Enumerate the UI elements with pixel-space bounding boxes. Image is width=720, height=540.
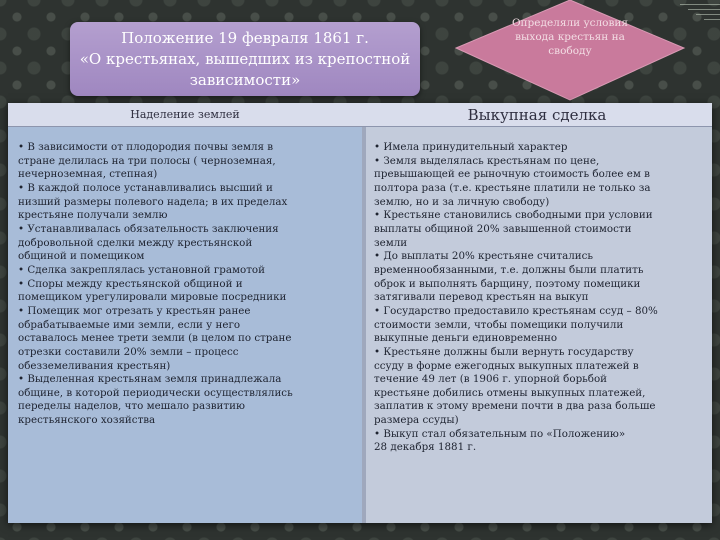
text-line: помещиком урегулировали мировые посредники [18, 291, 287, 304]
title-line-1: Положение 19 февраля 1861 г. [121, 29, 369, 47]
title-line-2: «О крестьянах, вышедших из крепостной [79, 50, 411, 68]
text-line: оброк и выполнять барщину, поэтому помещики [374, 277, 641, 290]
text-line: выплаты общиной 20% завышенной стоимости [374, 222, 632, 235]
text-line: • Государство предоставило крестьянам ссуд – 80% [374, 304, 658, 317]
text-line: выкупные деньги единовременно [374, 332, 558, 345]
text-line: • Устанавливалась обязательность заключения [18, 222, 279, 235]
text-line: течение 49 лет (в 1906 г. упорной борьбой [374, 373, 608, 386]
text-line: низший размеры полевого надела; в их пределах [18, 195, 288, 208]
text-line: • Сделка закреплялась установной грамотой [18, 263, 265, 276]
slide-title-box [70, 22, 420, 96]
text-line: отрезки составили 20% земли – процесс [18, 345, 239, 358]
text-line: стране делилась на три полосы ( черноземная, [18, 154, 276, 167]
column-divider [362, 127, 366, 523]
text-line: превышающей ее рыночную стоимость более ем в [374, 168, 650, 181]
text-line: земли [374, 236, 408, 249]
text-line: полтора раза (т.е. крестьяне платили не только за [374, 181, 651, 194]
land-allotment-header: Наделение землей [8, 103, 362, 127]
comparison-table [8, 103, 712, 523]
text-line: землю, но и за личную свободу) [374, 195, 550, 208]
callout-diamond [452, 0, 688, 102]
text-line: общине, в которой периодически осуществлялись [18, 386, 293, 399]
land-allotment-text [8, 127, 362, 428]
text-line: временнообязанными, т.е. должны были платить [374, 263, 644, 276]
text-line: нечерноземная, степная) [18, 168, 158, 181]
text-line: • Земля выделялась крестьянам по цене, [374, 154, 600, 167]
title-line-3: зависимости» [189, 71, 301, 89]
text-line: добровольной сделки между крестьянской [18, 236, 253, 249]
text-line: • Крестьяне должны были вернуть государству [374, 345, 634, 358]
text-line: крестьяне добились отмены выкупных платежей, [374, 386, 646, 399]
text-line: • Выделенная крестьянам земля принадлежала [18, 373, 282, 386]
text-line: размера ссуды) [374, 414, 459, 427]
text-line: • В каждой полосе устанавливались высший и [18, 181, 273, 194]
text-line: обезземеливания крестьян) [18, 359, 171, 372]
text-line: 28 декабря 1881 г. [374, 441, 477, 454]
text-line: стоимости земли, чтобы помещики получили [374, 318, 624, 331]
text-line: оставалось менее трети земли (в целом по стране [18, 332, 292, 345]
redemption-deal-column [362, 103, 712, 523]
text-line: • В зависимости от плодородия почвы земля в [18, 141, 274, 153]
text-line: • Споры между крестьянской общиной и [18, 277, 243, 290]
text-line: крестьяне получали землю [18, 209, 168, 222]
text-line: обрабатываемые ими земли, если у него [18, 318, 241, 331]
text-line: ссуду в форме ежегодных выкупных платежей в [374, 359, 639, 372]
text-line: переделы наделов, что мешало развитию [18, 400, 245, 413]
text-line: • Выкуп стал обязательным по «Положению» [374, 427, 626, 440]
redemption-deal-text [362, 127, 712, 455]
redemption-deal-header: Выкупная сделка [362, 103, 712, 127]
text-line: заплатив к этому времени почти в два раза больше [374, 400, 656, 413]
callout-text: Определяли условия выхода крестьян на свободу [511, 17, 629, 57]
text-line: общиной и помещиком [18, 250, 145, 263]
text-line: затягивали перевод крестьян на выкуп [374, 291, 589, 304]
text-line: крестьянского хозяйства [18, 414, 156, 427]
text-line: • Крестьяне становились свободными при условии [374, 209, 653, 222]
text-line: • До выплаты 20% крестьяне считались [374, 250, 594, 263]
text-line: • Помещик мог отрезать у крестьян ранее [18, 304, 251, 317]
land-allotment-column [8, 103, 362, 523]
text-line: • Имела принудительный характер [374, 141, 568, 153]
